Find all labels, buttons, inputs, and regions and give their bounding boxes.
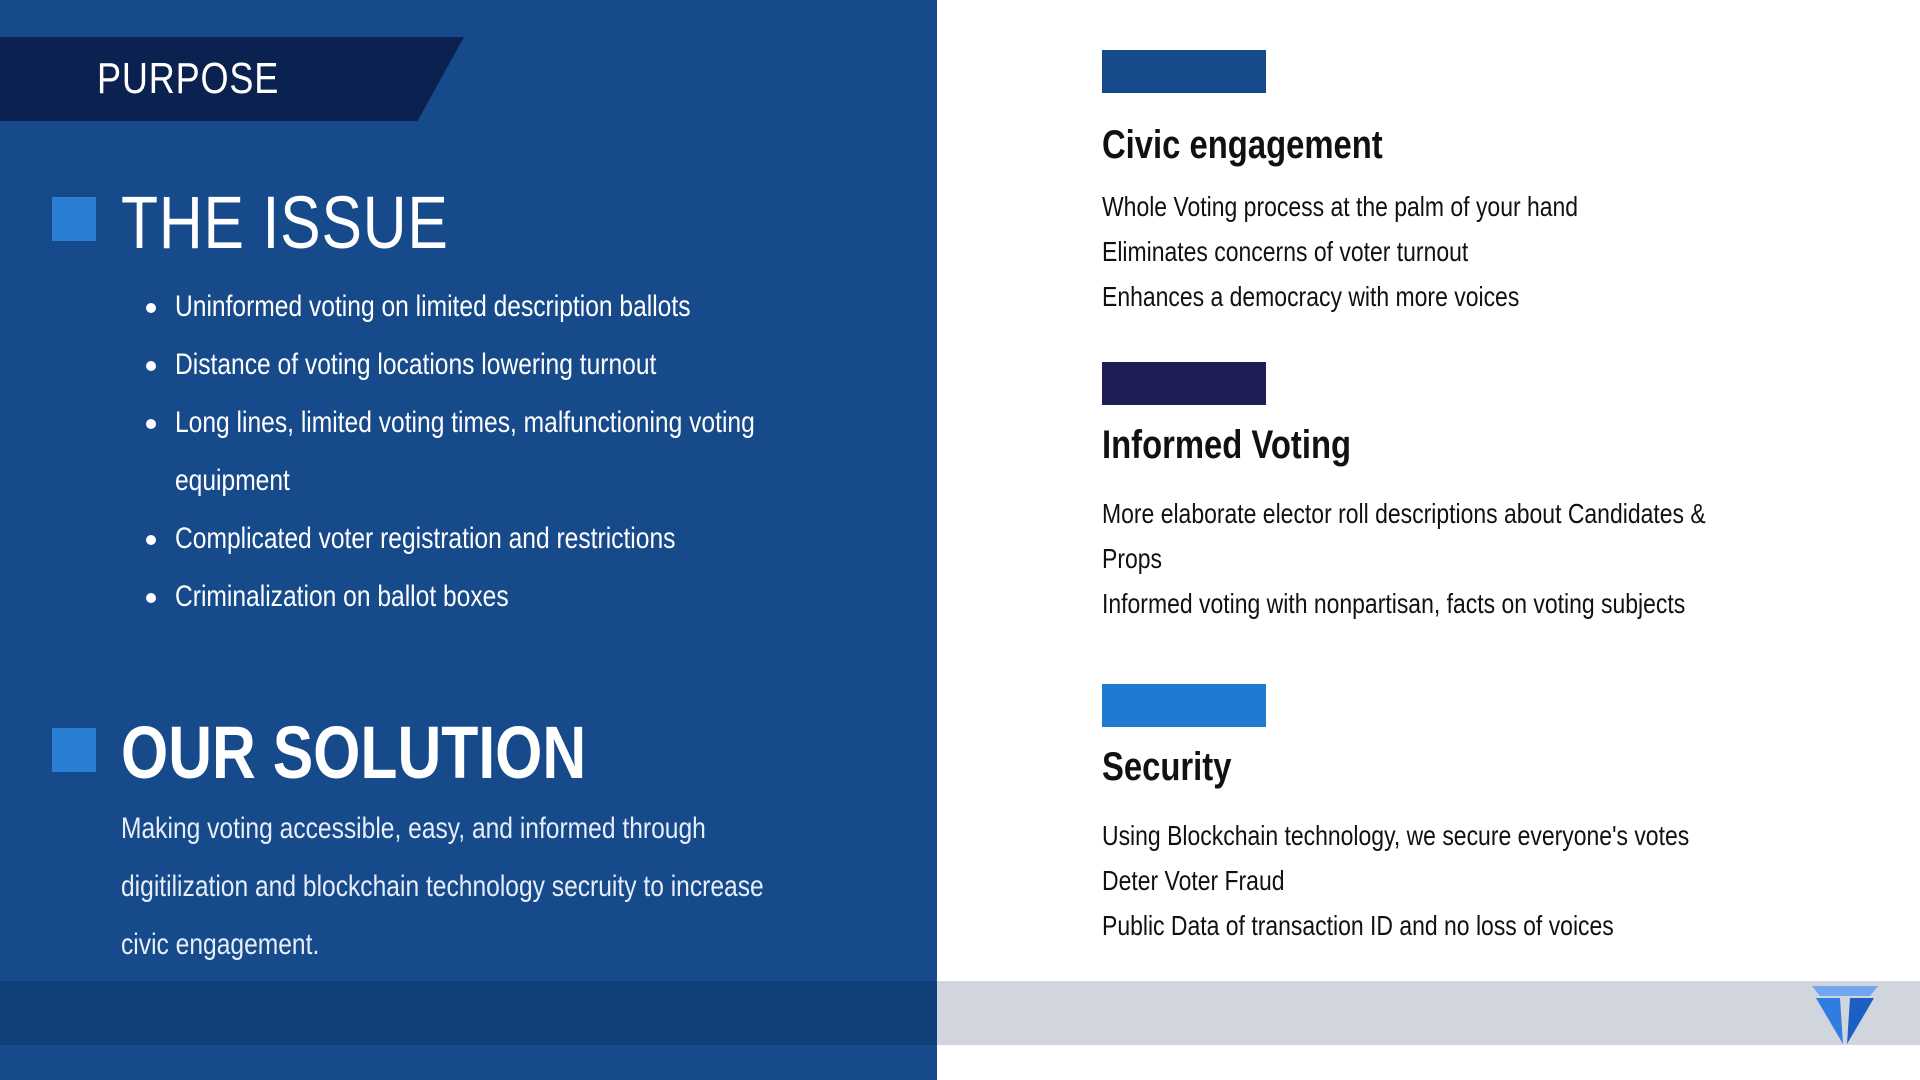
section-line: Informed voting with nonpartisan, facts on voting subjects [1102,588,1686,619]
solution-text: Making voting accessible, easy, and informed through digitilization and blockchain technology secruity to increase civic engagement. [121,812,764,961]
section-line: More elaborate elector roll descriptions about Candidates & [1102,498,1706,529]
issue-list-item: Complicated voter registration and restrictions [175,510,815,568]
issue-list [175,278,815,626]
solution-title: OUR SOLUTION [121,711,587,794]
bottom-band-right [937,981,1920,1045]
issue-list-item: Uninformed voting on limited description ballots [175,278,815,336]
issue-list-item: Long lines, limited voting times, malfunctioning voting equipment [175,394,815,510]
section-line: Using Blockchain technology, we secure everyone's votes [1102,820,1690,851]
issue-list-item: Distance of voting locations lowering turnout [175,336,815,394]
company-logo-icon [1810,982,1880,1044]
informed-voting-heading: Informed Voting [1102,423,1352,467]
purpose-banner-label: PURPOSE [97,54,280,103]
section-line: Eliminates concerns of voter turnout [1102,236,1469,267]
bottom-band-left [0,981,937,1045]
security-heading: Security [1102,745,1232,789]
civic-engagement-lines [1102,184,1651,319]
section-line: Deter Voter Fraud [1102,865,1285,896]
informed-voting-color-bar [1102,362,1266,405]
issue-title: THE ISSUE [121,181,449,264]
section-line: Whole Voting process at the palm of your hand [1102,191,1579,222]
civic-engagement-color-bar [1102,50,1266,93]
section-line: Props [1102,543,1162,574]
issue-list-item: Criminalization on ballot boxes [175,568,815,626]
security-lines [1102,813,1690,948]
section-line: Public Data of transaction ID and no loss of voices [1102,910,1614,941]
civic-engagement-heading: Civic engagement [1102,123,1383,167]
security-color-bar [1102,684,1266,727]
solution-square-icon [52,728,96,772]
issue-square-icon [52,197,96,241]
section-line: Enhances a democracy with more voices [1102,281,1520,312]
informed-voting-lines [1102,491,1706,626]
